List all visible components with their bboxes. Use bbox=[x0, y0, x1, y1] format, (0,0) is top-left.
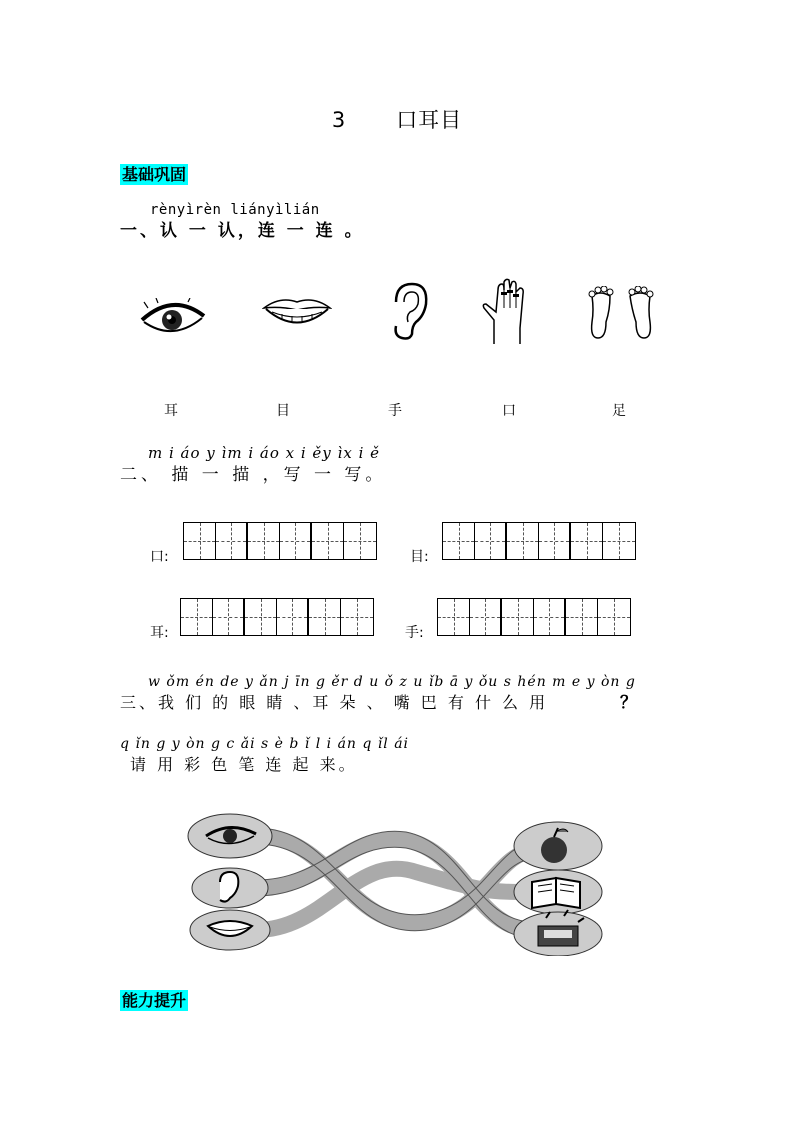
section-tag-advanced bbox=[120, 988, 188, 1011]
lesson-number: 3 bbox=[331, 108, 347, 132]
lesson-title: 口耳目 bbox=[396, 108, 463, 132]
writing-grid[interactable] bbox=[437, 598, 631, 636]
char-option: 足 bbox=[612, 403, 626, 419]
writing-grid[interactable] bbox=[183, 522, 377, 560]
writing-grid[interactable] bbox=[180, 598, 374, 636]
row-label: 耳: bbox=[150, 625, 169, 641]
mouth-icon bbox=[262, 292, 332, 334]
q3-text2: 请 用 彩 色 笔 连 起 来。 bbox=[130, 755, 358, 774]
page-title bbox=[0, 104, 794, 134]
q3-pinyin2: q ǐn g y òn g c ǎi s è b ǐ l i án q ǐl ái bbox=[120, 736, 410, 752]
section-tag-basic bbox=[120, 162, 188, 185]
row-label: 手: bbox=[405, 625, 424, 641]
q2-pinyin: m i áo y ìm i áo x i ěy ìx i ě bbox=[148, 444, 381, 462]
section-tag-label: 能力提升 bbox=[122, 991, 187, 1010]
writing-grid[interactable] bbox=[442, 522, 636, 560]
book-icon bbox=[532, 878, 580, 908]
char-option: 目 bbox=[276, 403, 290, 419]
hand-icon bbox=[480, 278, 536, 346]
q1-pinyin: rènyìrèn liányìlián bbox=[150, 202, 320, 218]
q1-text: 一、认 一 认，连 一 连 。 bbox=[120, 221, 365, 241]
ear-icon bbox=[388, 282, 430, 342]
char-option: 口 bbox=[502, 403, 516, 419]
row-label: 目: bbox=[410, 549, 429, 565]
q3-question-mark: ？ bbox=[620, 693, 641, 713]
q3-pinyin: w ǒm én de y ǎn j īn g ěr d u ǒ z u ǐb ā y ǒu s hén m e y òn g bbox=[148, 674, 636, 690]
maze-illustration bbox=[186, 812, 606, 956]
char-option: 手 bbox=[388, 403, 402, 419]
eye-icon bbox=[140, 298, 206, 338]
q2-text: 二、 描 一 描 ，写 一 写。 bbox=[120, 465, 387, 485]
feet-icon bbox=[586, 286, 656, 342]
char-option: 耳 bbox=[164, 403, 178, 419]
section-tag-label: 基础巩固 bbox=[122, 165, 187, 184]
q3-text: 三、我 们 的 眼 睛 、耳 朵 、 嘴 巴 有 什 么 用 bbox=[120, 693, 549, 712]
row-label: 口: bbox=[150, 549, 169, 565]
